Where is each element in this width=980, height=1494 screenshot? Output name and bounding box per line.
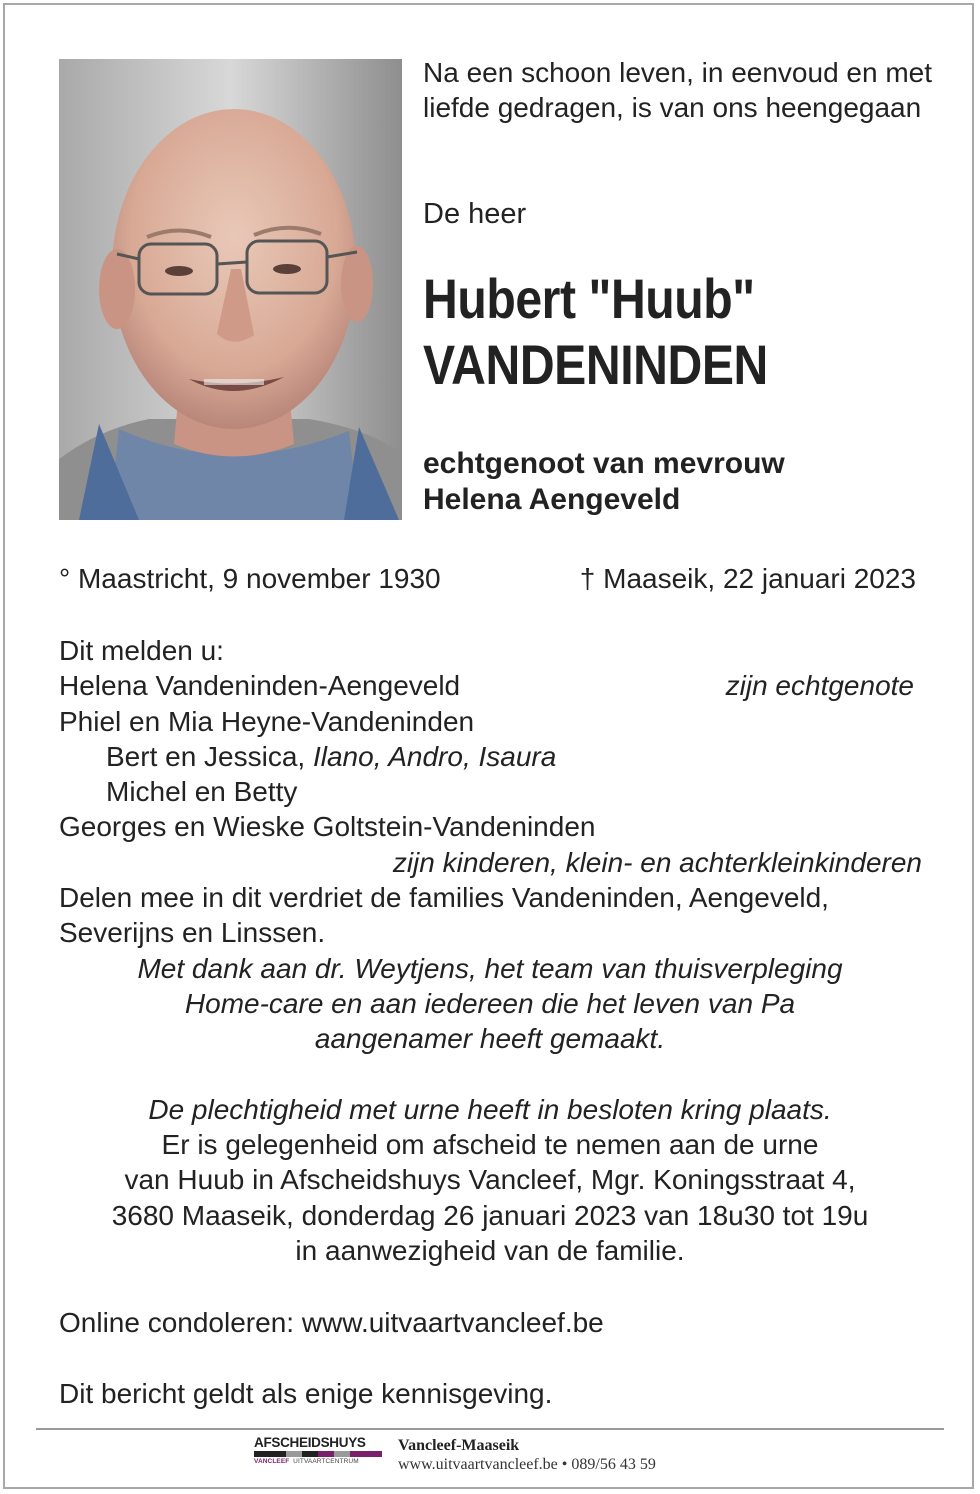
ceremony-line: in aanwezigheid van de familie. xyxy=(295,1235,685,1267)
children-role-row xyxy=(59,845,921,880)
spouse-name: Helena Aengeveld xyxy=(423,483,681,516)
logo-vancleef: VANCLEEF xyxy=(254,1458,290,1465)
child-row: Georges en Wieske Goltstein-Vandeninden xyxy=(59,811,596,843)
intro-text: Na een schoon leven, in eenvoud en met liefde gedragen, is van ons heengegaan xyxy=(423,57,933,123)
ceremony-line: van Huub in Afscheidshuys Vancleef, Mgr. Koningsstraat 4, xyxy=(124,1164,856,1196)
thanks-line: Met dank aan dr. Weytjens, het team van thuisverpleging xyxy=(137,952,843,984)
child-row: Phiel en Mia Heyne-Vandeninden xyxy=(59,705,475,737)
funeral-home-info xyxy=(398,1437,656,1475)
death-info: † Maaseik, 22 januari 2023 xyxy=(579,563,916,594)
grandchild-row: Michel en Betty xyxy=(106,776,298,808)
grandchild-row xyxy=(59,739,921,774)
ceremony-line: De plechtigheid met urne heeft in besloten kring plaats. xyxy=(148,1093,832,1125)
logo-uitvaartcentrum: UITVAARTCENTRUM xyxy=(293,1458,359,1465)
great-grandchildren-names: Ilano, Andro, Isaura xyxy=(312,740,557,772)
logo-wordmark: AFSCHEIDSHUYS xyxy=(254,1435,366,1450)
spouse-relation: echtgenoot van mevrouw xyxy=(423,447,785,480)
families-line: Delen mee in dit verdriet de families Vandeninden, Aengeveld, xyxy=(59,882,829,914)
deceased-name xyxy=(423,266,887,398)
ceremony-line: Er is gelegenheid om afscheid te nemen aan de urne xyxy=(161,1129,819,1161)
footer-divider xyxy=(36,1428,944,1430)
announcement-body xyxy=(59,633,921,1268)
online-condolence: Online condoleren: www.uitvaartvancleef.be xyxy=(59,1307,604,1338)
funeral-home-name: Vancleef-Maaseik xyxy=(398,1437,520,1454)
announcement-opening: Dit melden u: xyxy=(59,635,224,666)
birth-info: ° Maastricht, 9 november 1930 xyxy=(59,563,441,594)
funeral-home-contact: www.uitvaartvancleef.be • 089/56 43 59 xyxy=(398,1456,656,1473)
funeral-home-logo xyxy=(254,1435,382,1473)
families-line: Severijns en Linssen. xyxy=(59,917,326,949)
ceremony-line: 3680 Maaseik, donderdag 26 januari 2023 van 18u30 tot 19u xyxy=(111,1199,869,1231)
thanks-line: Home-care en aan iedereen die het leven van Pa xyxy=(184,987,796,1019)
thanks-line: aangenamer heeft gemaakt. xyxy=(314,1023,666,1055)
honorific: De heer xyxy=(423,198,527,230)
spouse-row xyxy=(59,668,921,703)
spouse-role: zijn echtgenote xyxy=(725,670,914,702)
spouse-full-name: Helena Vandeninden-Aengeveld xyxy=(59,670,461,702)
spouse-line xyxy=(423,446,785,518)
portrait-photo xyxy=(59,59,402,520)
children-role: zijn kinderen, klein- en achterkleinkinderen xyxy=(392,846,922,878)
deceased-surname: VANDENINDEN xyxy=(423,333,768,396)
deceased-first-name: Hubert "Huub" xyxy=(423,267,755,330)
grandchild-names: Bert en Jessica, xyxy=(106,740,306,772)
notice-text: Dit bericht geldt als enige kennisgeving. xyxy=(59,1378,553,1409)
